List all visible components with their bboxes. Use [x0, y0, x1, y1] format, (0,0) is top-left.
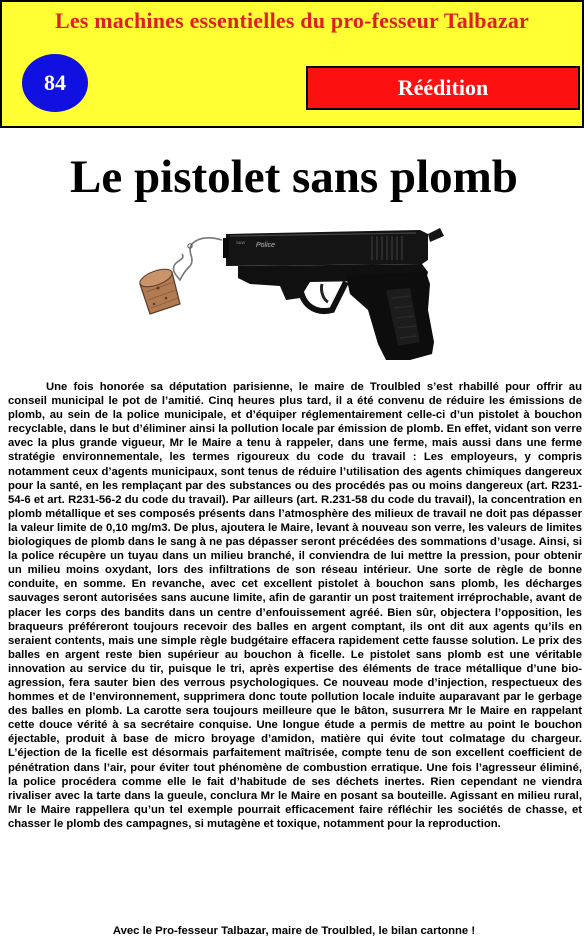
- pistol-illustration: [110, 214, 500, 374]
- cork-icon: [138, 266, 180, 314]
- article-body: Une fois honorée sa députation parisienne, le maire de Troulbled s’est rhabillé pour offrir au conseil municipal le pot de l’amitié. Cinq heures plus tard, il a été convenu de réduire les émissions de plomb, au sein de la police municipale, et d’équiper réglementairement celle-ci d’un pistolet à bouchon recyclable, dans le but d’éliminer ainsi la pollution locale par émission de plomb. En effet, vidant son verre avec la plus grande vigueur, Mr le Maire a tenu à rappeler, dans une ferme, mais aussi dans une ferme stratégie environnementale, les termes rigoureux du code du travail : Les employeurs, y compris notamment ceux d’agents municipaux, sont tenus de réduire l’utilisation des agents chimiques dangereux pour la santé, en les remplaçant par des substances ou des procédés pas ou moins dangereux (art. R231-54-6 et art. R231-56-2 du code du travail). Par ailleurs (art. R.231-58 du code du travail), la concentration en plomb métallique et ses composés présents dans l’atmosphère des milieux de travail ne doit pas dépasser la valeur limite de 0,10 mg/m3. De plus, ajoutera le Maire, levant à nouveau son verre, les valeurs de limites biologiques de plomb dans le sang à ne pas dépasser seront précédées des sommations d’usage. Ainsi, si la police récupère un tuyau dans un milieu branché, il conviendra de lui mettre la pression, pour obtenir un milieu moins oxydant, lors des infiltrations de son réseau intérieur. Une sorte de règle de bonne conduite, en somme. En revanche, avec cet excellent pistolet à bouchon sans plomb, les décharges sauvages seront autorisées sans aucune limite, afin de garantir un post traitement irréprochable, avant de placer les corps des bandits dans un centre d’enfouissement agréé. Bien sûr, objectera l’opposition, les braqueurs préféreront toujours recevoir des balles en argent comptant, ils ont dit aux agents qu’ils en seraient contents, mais une simple règle budgétaire effacera rapidement cette fausse solution. Le prix des balles en argent reste bien supérieur au bouchon à ficelle. Le pistolet sans plomb est une véritable innovation au service du tir, puisque le tri, après expertise des éléments de trace métallique d’une bio-agression, fera sauter bien des verrous psychologiques. Ce nouveau mode d’injection, respectueux des hommes et de l’environnement, supprimera donc toute pollution locale induite auparavant par le gerbage des balles en plomb. La carotte sera toujours meilleure que le bâton, susurrera Mr le Maire en rappelant cette douce vérité à sa secrétaire conquise. Une longue étude a permis de mettre au point le bouchon éjectable, produit à base de micro broyage d’amidon, matière qui évite tout colmatage du chargeur. L’éjection de la ficelle est désormais parfaitement maîtrisée, compte tenu de son excellent coefficient de pénétration dans l’air, pour éviter tout phénomène de combustion erratique. Une fois l’agresseur éliminé, la police procédera comme elle le fait d’habitude de ses déchets inertes. Rien cependant ne viendra rivaliser avec la tarte dans la gueule, conclura Mr le Maire en posant sa bouteille. Agissant en milieu rural, Mr le Maire rappellera qu’un tel exemple pourrait efficacement faire réfléchir les sociétés de chasse, et chasser le plomb des campagnes, si mutagène et toxique, notamment pour la reproduction.: [8, 381, 582, 830]
- article-title: Le pistolet sans plomb: [70, 151, 518, 203]
- pistol-with-cork-icon: [110, 214, 500, 374]
- header-banner: [0, 0, 584, 128]
- svg-text:S&W: S&W: [236, 240, 246, 245]
- pistol-icon: [223, 228, 444, 360]
- article-footer: Avec le Pro-fesseur Talbazar, maire de Troulbled, le bilan cartonne !: [112, 925, 476, 937]
- pistol-engraving: Police: [256, 242, 276, 249]
- series-title: Les machines essentielles du pro-fesseur Talbazar: [54, 8, 530, 33]
- issue-number-badge: 84: [22, 54, 88, 112]
- reedition-label: Réédition: [306, 66, 580, 110]
